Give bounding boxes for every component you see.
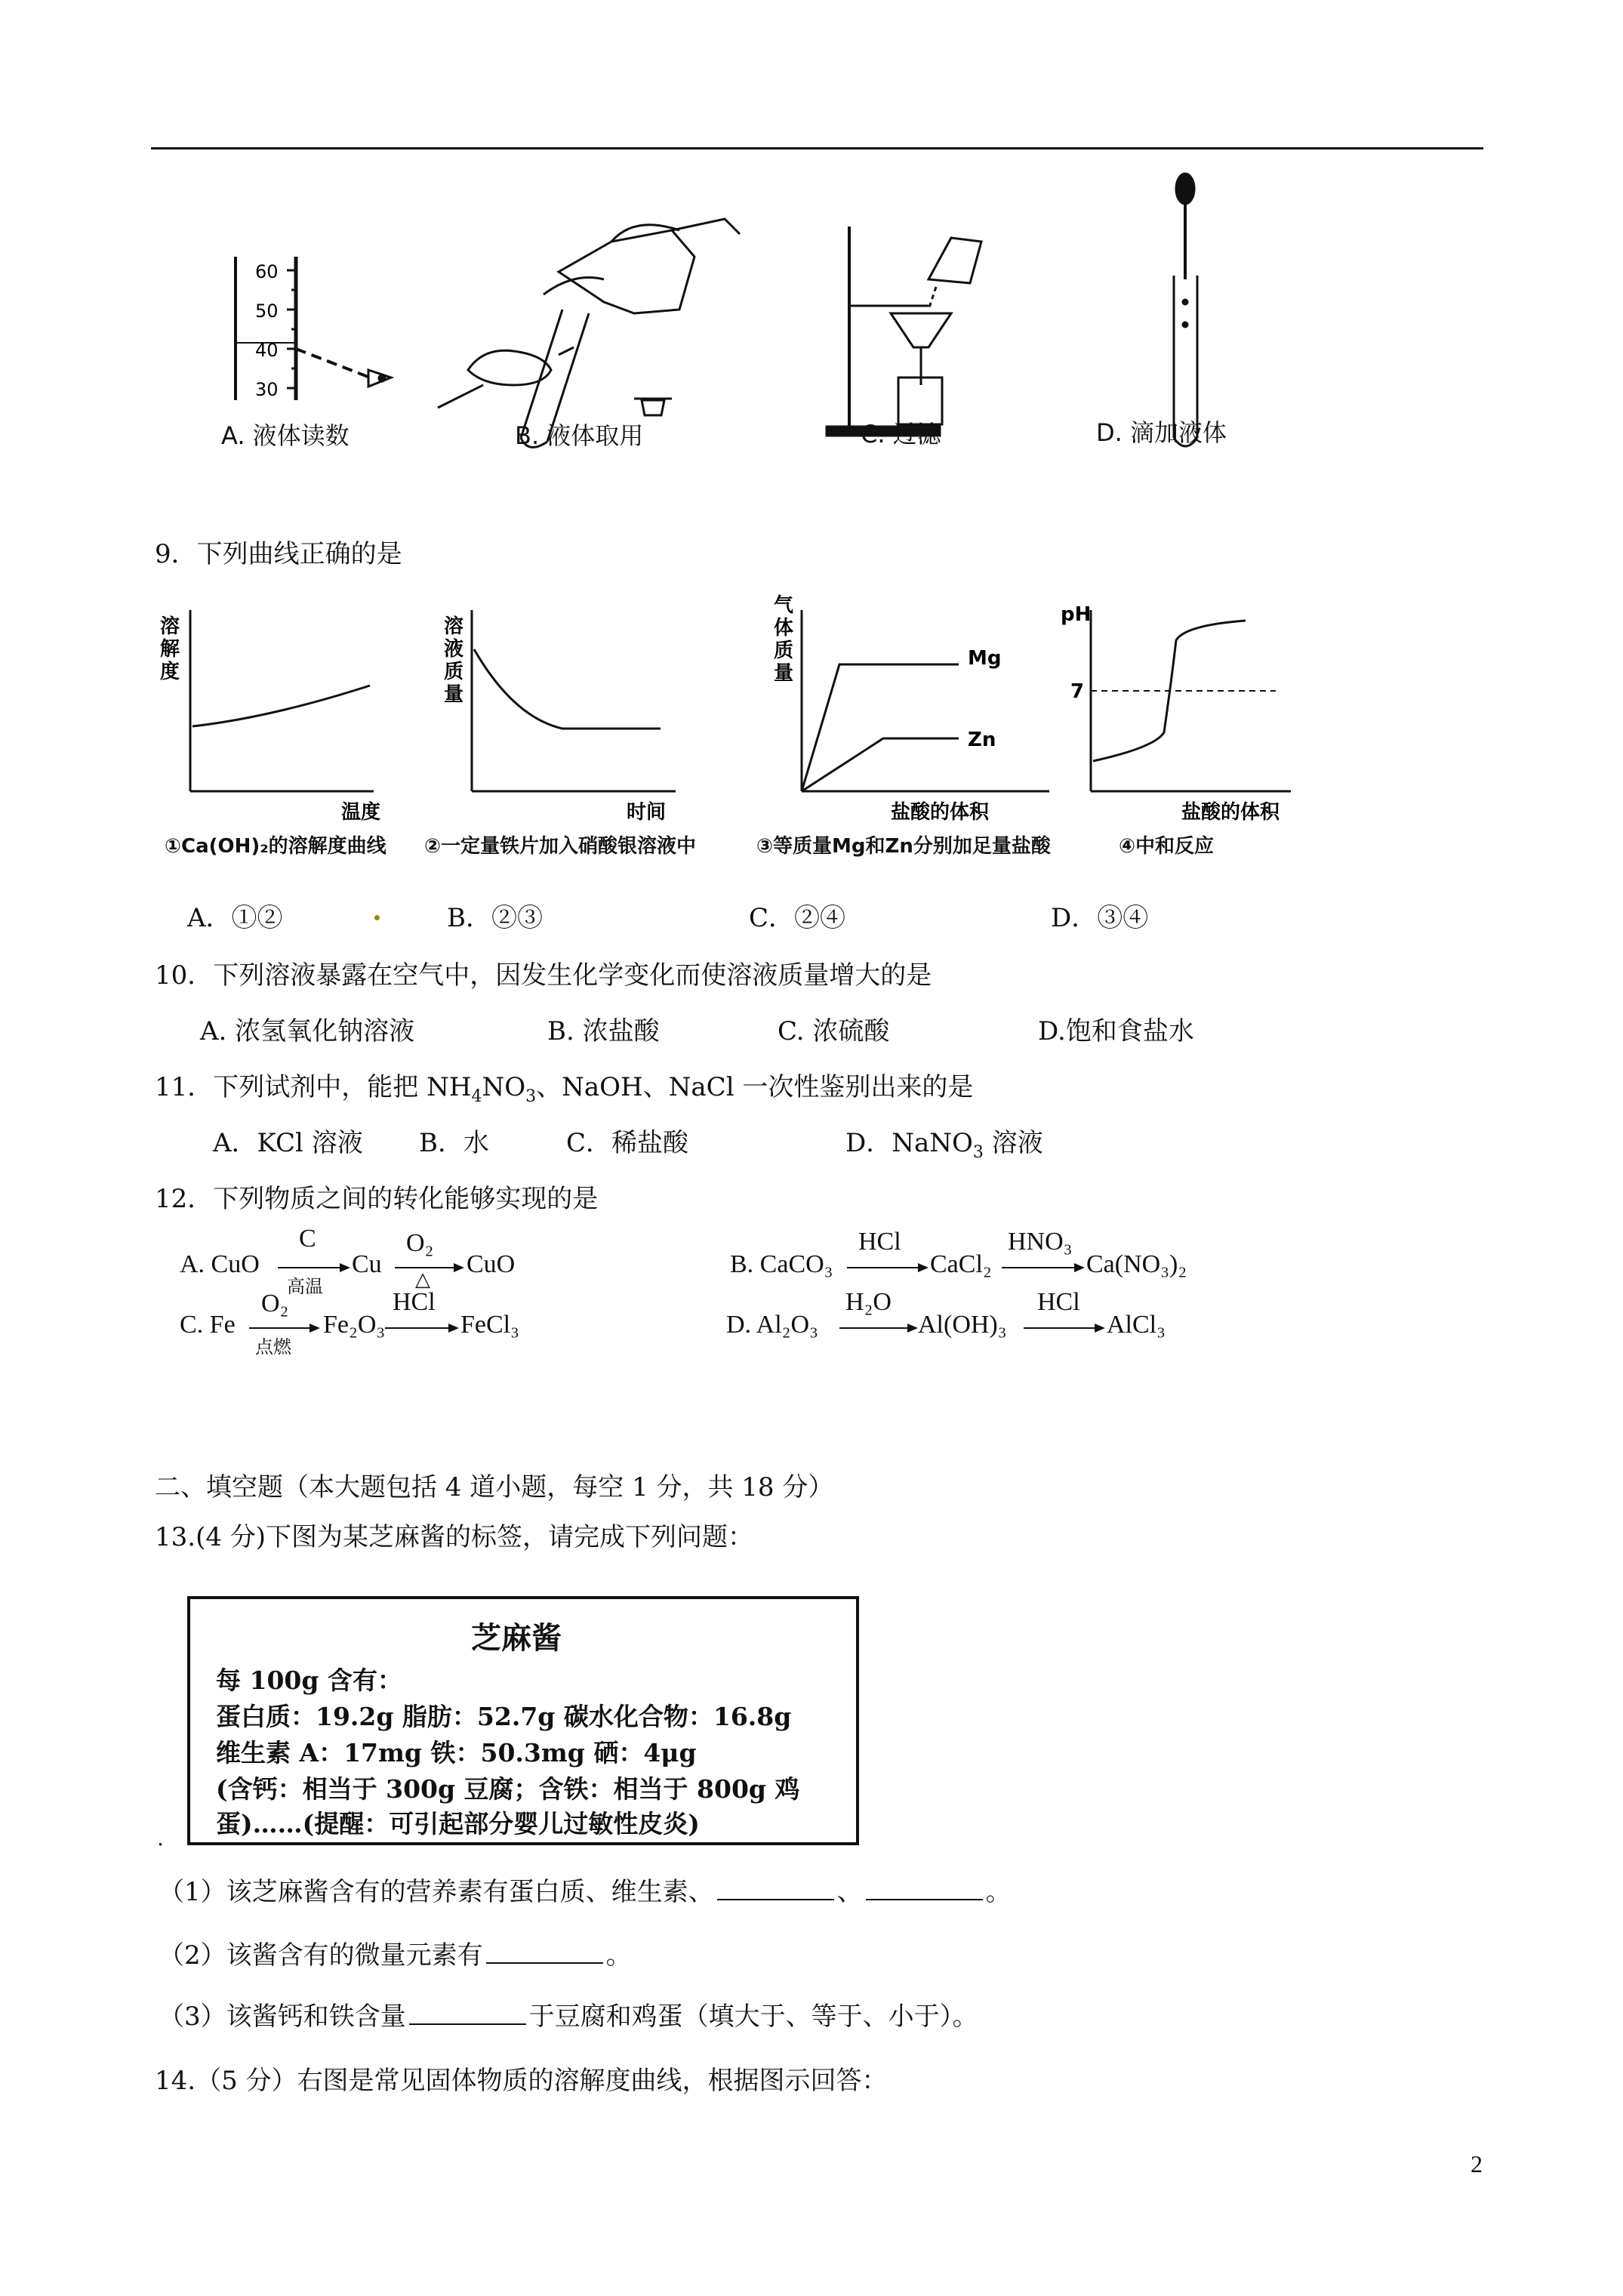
q11-option-c[interactable]: C．稀盐酸 [566,1128,689,1158]
q12c-r1-bot: 点燃 [255,1336,291,1358]
q13-sub2-blank[interactable] [486,1940,603,1964]
q9-option-a[interactable]: A．①② [187,903,283,933]
q11-option-b[interactable]: B．水 [419,1128,489,1158]
section2-title: 二、填空题（本大题包括 4 道小题，每空 1 分，共 18 分） [155,1472,834,1502]
graph3-ylabel-2: 体 [774,617,794,639]
filtration-illustration [827,227,981,436]
q12b-label: B. CaCO₃ [730,1250,833,1278]
label-line-2: 蛋白质：19.2g 脂肪：52.7g 碳水化合物：16.8g [216,1702,792,1731]
q13-sub1-blank-1[interactable] [717,1876,834,1900]
q10-option-c[interactable]: C. 浓硫酸 [778,1016,890,1046]
q12a-r2-top: O₂ [406,1229,434,1257]
q11-stem-sub2: 3 [525,1086,537,1106]
q11-option-d-sub: 3 [972,1142,984,1162]
q12a-m1: Cu [352,1250,382,1278]
graph3-series-mg: Mg [968,647,1002,670]
q11-stem-pre: 11．下列试剂中，能把 NH [155,1072,472,1102]
label-title: 芝麻酱 [471,1620,562,1656]
q12-option-b[interactable] [730,1225,1409,1293]
graph1-xlabel: 温度 [341,801,381,824]
q12a-r1-top: C [299,1225,316,1253]
q11-stem-post: 、NaOH、NaCl 一次性鉴别出来的是 [536,1072,974,1102]
q13-sub1-sep: 、 [836,1877,863,1907]
q13-sub3-blank[interactable] [409,2001,526,2025]
q12-option-c[interactable] [180,1285,723,1358]
graph2-curve [474,649,661,729]
q9-graphs [151,589,1329,861]
q8-caption-c: C. 过滤 [861,420,941,448]
q9-option-b[interactable]: B．②③ [447,903,543,933]
q12c-arrow1 [249,1327,311,1329]
q12a-arrow1-head [340,1263,350,1272]
q12d-m1: Al(OH)₃ [918,1311,1007,1339]
q12b-arrow1-head [918,1263,929,1272]
q12c-label: C. Fe [180,1311,236,1339]
q12d-end: AlCl₃ [1107,1311,1166,1339]
graph1-ylabel-3: 度 [160,661,180,683]
q9-option-c[interactable]: C．②④ [749,903,846,933]
graph3-ylabel-4: 量 [774,662,794,685]
q12c-r2-top: HCl [393,1288,436,1316]
q8-figures [151,159,1480,461]
q13-sub1 [159,1871,1012,1908]
q12b-m1: CaCl₂ [930,1250,992,1278]
q13-sub1-end: 。 [985,1877,1012,1907]
q11-option-a[interactable]: A．KCl 溶液 [213,1128,363,1158]
q12d-r2-top: HCl [1037,1288,1080,1316]
graph3-series-zn: Zn [968,729,996,751]
q12a-end: CuO [467,1250,516,1278]
q13-sub2 [159,1934,632,1971]
q12d-arrow1 [839,1327,909,1329]
q13-sub3 [159,1996,978,2032]
label-line-1: 每 100g 含有： [216,1666,402,1695]
cylinder-tick-50: 50 [255,300,279,322]
graph1-curve [192,686,370,726]
q8-caption-d: D. 滴加液体 [1096,418,1227,447]
q12a-r1-bot: 高温 [287,1276,323,1297]
q9-stem: 9．下列曲线正确的是 [155,539,402,569]
q12-option-d[interactable] [726,1285,1406,1353]
q12c-end: FeCl₃ [460,1311,519,1339]
q12-option-a[interactable] [180,1225,723,1297]
q12c-arrow1-head [310,1324,320,1333]
q12d-label: D. Al₂O₃ [726,1311,818,1339]
graph2-caption: ②一定量铁片加入硝酸银溶液中 [424,835,697,858]
q11-stem-mid: NO [482,1072,526,1102]
graph3-ylabel-3: 质 [774,639,794,662]
q12c-arrow2-head [448,1324,459,1333]
cylinder-tick-30: 30 [255,379,279,400]
graph4-xlabel: 盐酸的体积 [1181,801,1280,824]
graph2-ylabel-3: 质 [444,661,464,683]
label-line-4: (含钙：相当于 300g 豆腐；含铁：相当于 800g 鸡 [216,1774,800,1804]
q12c-r1-top: O₂ [261,1290,289,1318]
graph1-ylabel-1: 溶 [160,615,180,638]
q12b-arrow1 [847,1267,919,1268]
q12b-arrow2 [1002,1267,1076,1268]
q9-option-d[interactable]: D．③④ [1051,903,1149,933]
q10-stem: 10．下列溶液暴露在空气中，因发生化学变化而使溶液质量增大的是 [155,960,932,991]
q12b-arrow2-head [1074,1263,1085,1272]
q12b-end: Ca(NO₃)₂ [1086,1250,1187,1278]
q10-option-a[interactable]: A. 浓氢氧化钠溶液 [200,1016,415,1046]
q12a-r2-bot: △ [415,1268,430,1290]
graph2-ylabel-4: 量 [444,683,464,706]
label-line-5: 蛋)……(提醒：可引起部分婴儿过敏性皮炎) [216,1809,700,1838]
q13-dot: . [157,1826,164,1851]
graph3-ylabel-1: 气 [774,594,794,617]
cylinder-tick-60: 60 [255,261,279,282]
q12d-arrow1-head [907,1324,918,1333]
q10-option-b[interactable]: B. 浓盐酸 [547,1016,660,1046]
graph3-caption: ③等质量Mg和Zn分别加足量盐酸 [756,835,1051,858]
graph4-ylabel: pH [1061,603,1092,626]
q12d-arrow2-head [1095,1324,1105,1333]
cylinder-tick-40: 40 [255,340,279,361]
graph3-xlabel: 盐酸的体积 [891,801,990,824]
q10-option-d[interactable]: D.饱和食盐水 [1038,1016,1194,1046]
graph2-ylabel-2: 液 [444,638,464,661]
stray-dot [374,915,380,920]
graph2-ylabel-1: 溶 [444,615,464,638]
q12c-m1: Fe₂O₃ [323,1311,386,1339]
graph3-line-zn [802,738,959,791]
q13-sub2-text: （2）该酱含有的微量元素有 [159,1940,483,1971]
header-rule [151,147,1483,149]
q12a-arrow2-head [454,1263,464,1272]
q13-sub3-text: （3）该酱钙和铁含量 [159,2002,406,2032]
q8-figure-svg [151,159,1480,461]
q13-stem: 13.(4 分)下图为某芝麻酱的标签，请完成下列问题： [155,1522,754,1552]
q13-sub1-text: （1）该芝麻酱含有的营养素有蛋白质、维生素、 [159,1877,714,1907]
page-number: 2 [1471,2150,1483,2177]
q9-graphs-svg [151,589,1329,861]
q11-stem-sub1: 4 [471,1086,482,1106]
q13-sub3-end: 于豆腐和鸡蛋（填大于、等于、小于）。 [528,2002,978,2032]
sesame-paste-label [187,1596,859,1845]
q12c-arrow2 [385,1327,450,1329]
q12a-label: A. CuO [180,1250,260,1278]
q12-stem: 12．下列物质之间的转化能够实现的是 [155,1184,599,1214]
graph4-caption: ④中和反应 [1119,835,1215,858]
graph1-ylabel-2: 解 [160,638,180,661]
q13-sub1-blank-2[interactable] [866,1876,983,1900]
q8-caption-b: B. 液体取用 [515,421,644,450]
q13-sub2-end: 。 [605,1940,632,1971]
q11-option-d[interactable] [845,1122,1043,1162]
q12d-r1-top: H₂O [845,1288,892,1316]
graph3-line-mg [802,664,959,791]
q11-stem [155,1066,973,1106]
graph4-ytick-7: 7 [1070,680,1085,703]
q14-stem: 14.（5 分）右图是常见固体物质的溶解度曲线，根据图示回答： [155,2066,888,2096]
q12a-arrow1 [278,1267,341,1268]
pouring-illustration [438,219,740,447]
dropper-illustration [1174,174,1197,446]
q8-caption-a: A. 液体读数 [221,421,350,450]
graph1-caption: ①Ca(OH)₂的溶解度曲线 [165,835,387,858]
label-line-3: 维生素 A：17mg 铁：50.3mg 硒：4μg [216,1738,697,1767]
graph2-xlabel: 时间 [627,801,667,824]
q12d-arrow2 [1024,1327,1096,1329]
q12b-r2-top: HNO₃ [1008,1228,1073,1256]
q11-option-d-post: 溶液 [983,1128,1043,1158]
q12b-r1-top: HCl [858,1228,901,1256]
q11-option-d-pre: D．NaNO [845,1128,973,1158]
